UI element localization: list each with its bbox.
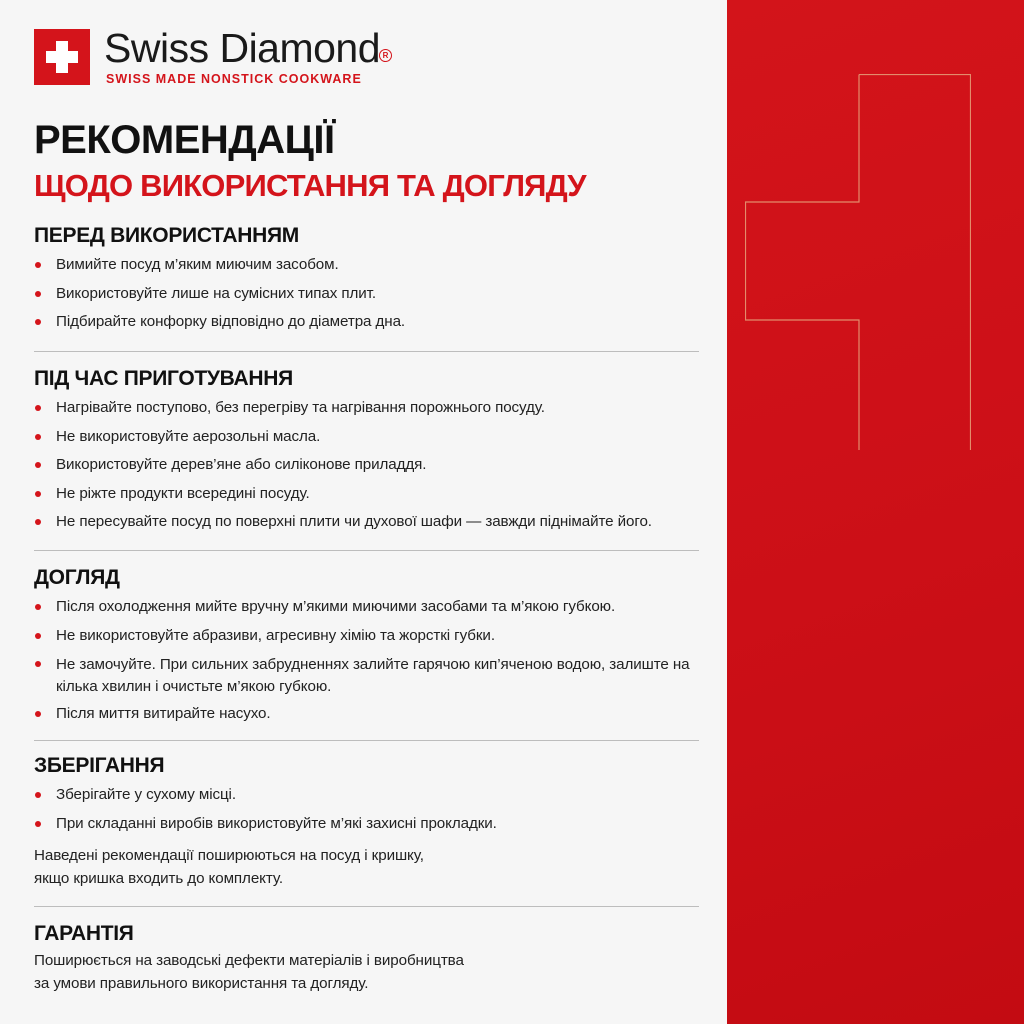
red-side-panel [727, 0, 1024, 1024]
warranty-text: Поширюється на заводські дефекти матеріалів і виробництва за умови правильного використання та догляду. [34, 952, 464, 992]
list-item: Після охолодження мийте вручну м’якими миючими засобами та м’якою губкою. [34, 597, 699, 617]
list-item: Не пересувайте посуд по поверхні плити чи духової шафи — завжди піднімайте його. [34, 512, 699, 532]
bullet-icon [35, 291, 41, 297]
divider [34, 351, 699, 352]
list-item: Використовуйте дерев’яне або силіконове приладдя. [34, 455, 699, 475]
bullet-icon [35, 821, 41, 827]
list-item: Після миття витирайте насухо. [34, 704, 699, 724]
registered-mark: R [379, 49, 392, 62]
bullet-icon [35, 519, 41, 525]
section-before-use [34, 224, 699, 341]
page-subtitle: ЩОДО ВИКОРИСТАННЯ ТА ДОГЛЯДУ [34, 168, 586, 203]
bullet-icon [35, 262, 41, 268]
brand-logo [34, 25, 414, 89]
section-heading: ДОГЛЯД [34, 566, 120, 589]
bullet-icon [35, 434, 41, 440]
bullet-icon [35, 405, 41, 411]
list-item: Підбирайте конфорку відповідно до діаметра дна. [34, 312, 699, 332]
section-heading: ПІД ЧАС ПРИГОТУВАННЯ [34, 367, 293, 390]
bullet-icon [35, 633, 41, 639]
bullet-icon [35, 604, 41, 610]
bullet-icon [35, 661, 41, 667]
list-item: Не використовуйте аерозольні масла. [34, 427, 699, 447]
list-item: Не використовуйте абразиви, агресивну хімію та жорсткі губки. [34, 626, 699, 646]
storage-note: Наведені рекомендації поширюються на посуд і кришку, якщо кришка входить до комплекту. [34, 846, 424, 887]
swiss-flag-icon [34, 29, 90, 85]
brand-name: Swiss Diamond [104, 25, 381, 71]
list-item: Вимийте посуд м’яким миючим засобом. [34, 255, 699, 275]
divider [34, 550, 699, 551]
section-heading: ЗБЕРІГАННЯ [34, 754, 165, 777]
section-heading: ГАРАНТІЯ [34, 922, 134, 945]
list-item: При складанні виробів використовуйте м’які захисні прокладки. [34, 814, 699, 834]
section-during-cooking [34, 367, 699, 541]
list-item: Нагрівайте поступово, без перегріву та нагрівання порожнього посуду. [34, 398, 699, 418]
list-item: Не замочуйте. При сильних забрудненнях залийте гарячою кип’яченою водою, залиште на кілька хвилин і очистьте м’якою губкою. [34, 654, 699, 698]
swiss-cross-outline-icon [745, 74, 971, 450]
list-item: Не ріжте продукти всередині посуду. [34, 484, 699, 504]
section-heading: ПЕРЕД ВИКОРИСТАННЯМ [34, 224, 299, 247]
divider [34, 740, 699, 741]
bullet-icon [35, 319, 41, 325]
bullet-icon [35, 792, 41, 798]
section-warranty [34, 922, 699, 995]
brand-tagline: SWISS MADE NONSTICK COOKWARE [106, 72, 362, 86]
list-item: Використовуйте лише на сумісних типах плит. [34, 284, 699, 304]
section-care [34, 566, 699, 733]
page-title: РЕКОМЕНДАЦІЇ [34, 118, 335, 162]
list-item: Зберігайте у сухому місці. [34, 785, 699, 805]
divider [34, 906, 699, 907]
bullet-icon [35, 491, 41, 497]
bullet-icon [35, 711, 41, 717]
bullet-icon [35, 462, 41, 468]
section-storage [34, 754, 699, 890]
